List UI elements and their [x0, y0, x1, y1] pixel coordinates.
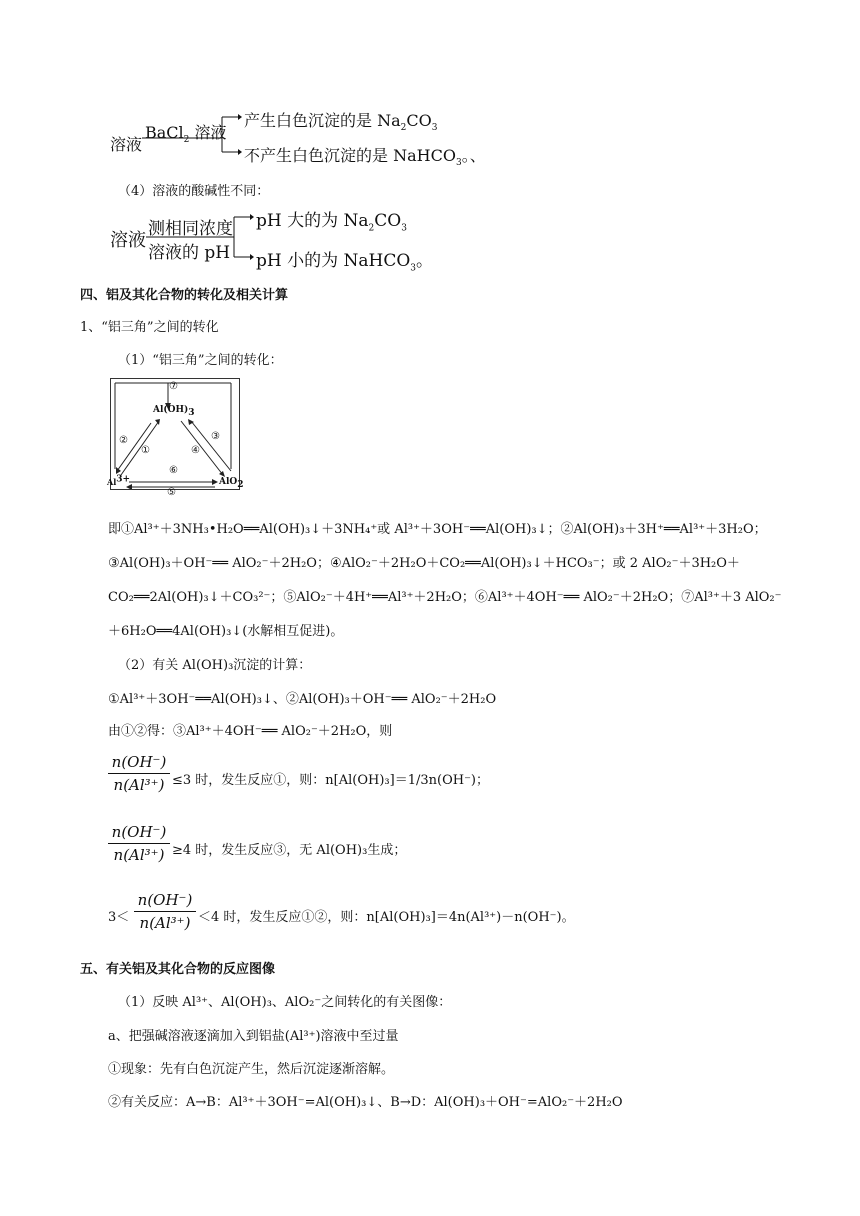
- fraction-1: n(OH⁻) n(Al³⁺): [108, 752, 170, 795]
- cond-bottom: 溶液的 pH: [148, 243, 231, 263]
- branch-arrows-b: [146, 205, 256, 267]
- label-7: ⑦: [169, 381, 178, 392]
- cond-top: 测相同浓度: [148, 219, 233, 239]
- branch-a1: 产生白色沉淀的是 $Na_2CO_3$: [244, 111, 438, 134]
- condition-3: ＜4 时，发生反应①②，则：n[Al(OH)₃]＝4n(Al³⁺)－n(OH⁻)。: [198, 910, 575, 925]
- label-6: ⑥: [169, 465, 178, 476]
- calc-2: 由①②得：③Al³⁺＋4OH⁻══ AlO₂⁻＋2H₂O，则: [108, 724, 393, 739]
- condition-2: ≥4 时，发生反应③，无 Al(OH)₃生成；: [172, 843, 407, 858]
- solution-label-b: 溶液: [110, 230, 146, 251]
- para-2: a、把强碱溶液逐滴加入到铝盐(Al³⁺)溶液中至过量: [108, 1029, 399, 1044]
- fraction-2: n(OH⁻) n(Al³⁺): [108, 822, 170, 865]
- condition-3-prefix: 3＜: [108, 910, 130, 925]
- label-3: ③: [211, 431, 220, 442]
- eq-line-3: CO₂══2Al(OH)₃↓＋CO₃²⁻；⑤AlO₂⁻＋4H⁺══Al³⁺＋2H₂O；⑥Al³⁺＋4OH⁻══ AlO₂⁻＋2H₂O；⑦Al³⁺＋3 AlO₂⁻: [108, 590, 782, 605]
- item-4: （4）溶液的酸碱性不同：: [118, 184, 270, 199]
- fraction-3: n(OH⁻) n(Al³⁺): [134, 890, 196, 933]
- para-3: ①现象：先有白色沉淀产生，然后沉淀逐渐溶解。: [108, 1062, 395, 1077]
- branch-b2: pH 小的为 NaHCO$_3$。: [256, 251, 434, 274]
- heading-section-4: 四、铝及其化合物的转化及相关计算: [80, 288, 289, 303]
- label-5: ⑤: [167, 487, 176, 498]
- eq-line-2: ③Al(OH)₃＋OH⁻══ AlO₂⁻＋2H₂O；④AlO₂⁻＋2H₂O＋CO₂══Al(OH)₃↓＋HCO₃⁻；或 2 AlO₂⁻＋3H₂O＋: [108, 556, 740, 571]
- subheading-1-1: （1）“铝三角”之间的转化：: [118, 353, 283, 368]
- node-aloh3: $Al(OH)_3$: [153, 405, 195, 418]
- branch-arrows-a: [142, 110, 242, 160]
- para-4: ②有关反应：A→B：Al³⁺＋3OH⁻=Al(OH)₃↓、B→D：Al(OH)₃＋OH⁻=AlO₂⁻＋2H₂O: [108, 1095, 623, 1110]
- label-4: ④: [191, 445, 200, 456]
- node-alo2: AlO$_2$: [219, 477, 244, 490]
- reagent-label: BaCl$_2$ 溶液: [145, 123, 227, 146]
- branch-a2: 不产生白色沉淀的是 NaHCO$_3$。、: [244, 146, 486, 169]
- condition-1: ≤3 时，发生反应①，则：n[Al(OH)₃]＝1/3n(OH⁻)；: [172, 773, 490, 788]
- eq-line-1: 即①Al³⁺＋3NH₃•H₂O══Al(OH)₃↓＋3NH₄⁺或 Al³⁺＋3OH⁻══Al(OH)₃↓；②Al(OH)₃＋3H⁺══Al³⁺＋3H₂O；: [108, 522, 767, 537]
- eq-line-4: ＋6H₂O══4Al(OH)₃↓(水解相互促进)。: [108, 624, 344, 639]
- heading-section-5: 五、有关铝及其化合物的反应图像: [80, 962, 276, 977]
- para-1: （1）反映 Al³⁺、Al(OH)₃、AlO₂⁻之间转化的有关图像：: [118, 995, 452, 1010]
- sub-2: （2）有关 Al(OH)₃沉淀的计算：: [118, 658, 312, 673]
- branch-b1: pH 大的为 $Na_2CO_3$: [256, 211, 407, 234]
- label-2: ②: [119, 435, 128, 446]
- node-al3: $Al^{3+}$: [107, 474, 131, 487]
- solution-label-a: 溶液: [110, 135, 143, 154]
- al-triangle-diagram: [107, 378, 244, 498]
- calc-1: ①Al³⁺＋3OH⁻══Al(OH)₃↓、②Al(OH)₃＋OH⁻══ AlO₂⁻＋2H₂O: [108, 692, 497, 707]
- subheading-1: 1、“铝三角”之间的转化: [80, 320, 219, 335]
- label-1: ①: [141, 445, 150, 456]
